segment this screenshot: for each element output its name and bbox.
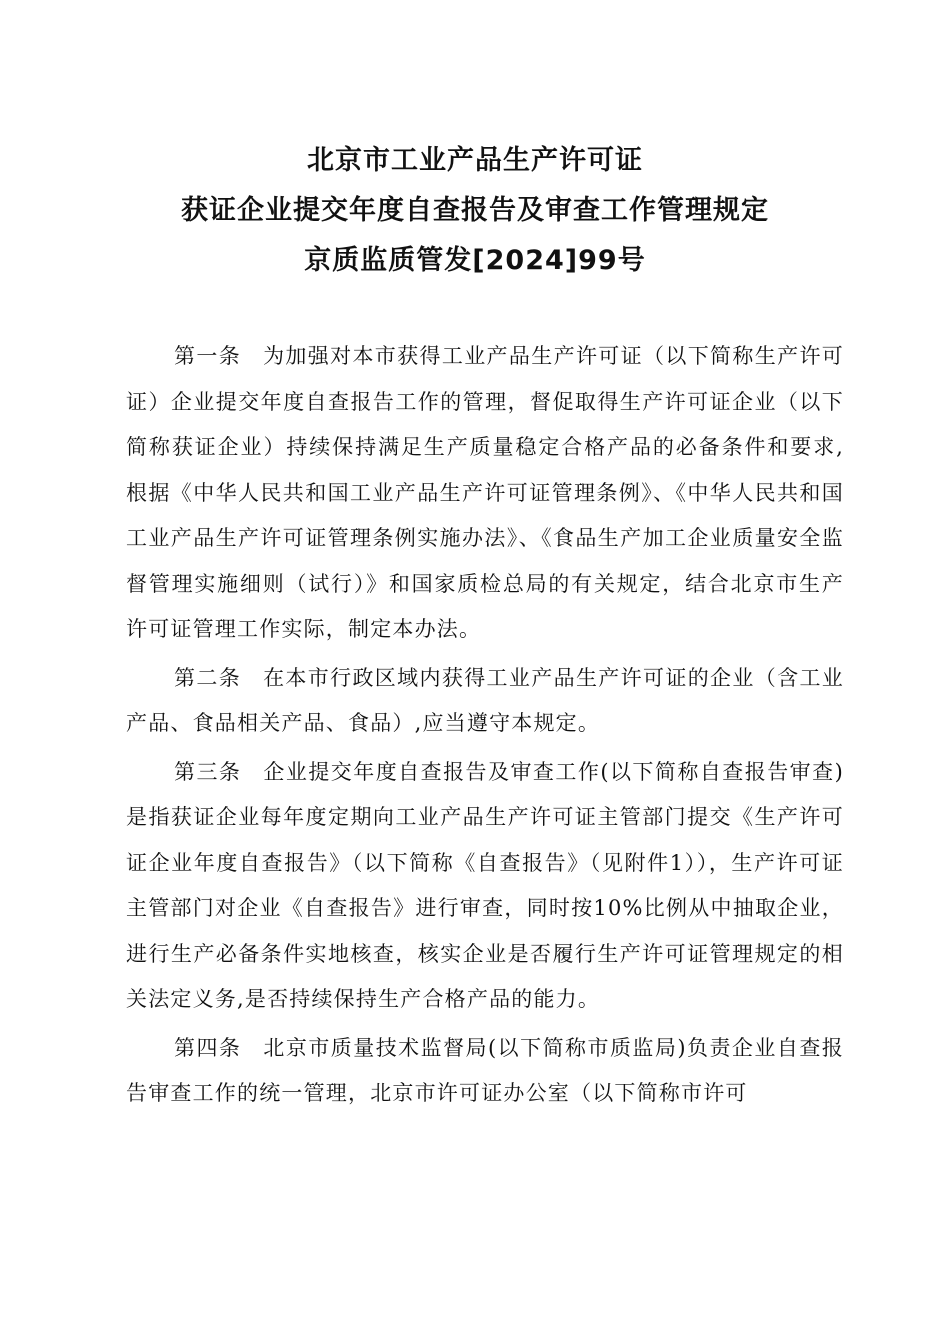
article-4-text: 北京市质量技术监督局(以下简称市质监局)负责企业自查报告审查工作的统一管理，北京市许可证办公室（以下简称市许可 (126, 1035, 844, 1105)
document-title (0, 136, 950, 286)
article-1 (126, 334, 844, 653)
article-2-text: 在本市行政区域内获得工业产品生产许可证的企业（含工业产品、食品相关产品、食品）,应当遵守本规定。 (126, 665, 844, 735)
document-body (126, 334, 844, 1120)
article-2 (126, 656, 844, 747)
article-3 (126, 750, 844, 1023)
article-3-text: 企业提交年度自查报告及审查工作(以下简称自查报告审查)是指获证企业每年度定期向工业产品生产许可证主管部门提交《生产许可证企业年度自查报告》（以下简称《自查报告》（见附件1）），生产许可证主管部门对企业《自查报告》进行审查，同时按10%比例从中抽取企业，进行生产必备条件实地核查，核实企业是否履行生产许可证管理规定的相关法定义务,是否持续保持生产合格产品的能力。 (126, 759, 844, 1011)
document-number: 京质监质管发[2024]99号 (304, 245, 646, 276)
title-line-2: 获证企业提交年度自查报告及审查工作管理规定 (181, 195, 769, 226)
article-3-label: 第三条 (174, 759, 242, 784)
article-4-label: 第四条 (174, 1035, 242, 1060)
article-2-label: 第二条 (174, 665, 242, 690)
title-line-1: 北京市工业产品生产许可证 (307, 145, 643, 176)
article-1-label: 第一条 (174, 344, 242, 368)
article-4 (126, 1026, 844, 1117)
article-1-text: 为加强对本市获得工业产品生产许可证（以下简称生产许可证）企业提交年度自查报告工作的管理，督促取得生产许可证企业（以下简称获证企业）持续保持满足生产质量稳定合格产品的必备条件和要求,根据《中华人民共和国工业产品生产许可证管理条例》、《中华人民共和国工业产品生产许可证管理条例实施办法》、《食品生产加工企业质量安全监督管理实施细则（试行）》和国家质检总局的有关规定，结合北京市生产许可证管理工作实际，制定本办法。 (126, 344, 844, 641)
